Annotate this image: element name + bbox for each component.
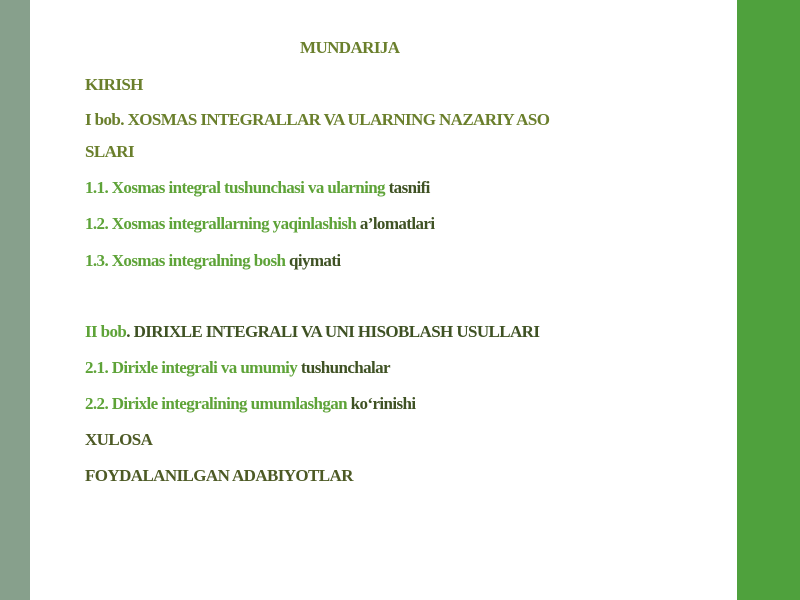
toc-section-2-1-tail: tushunchalar [297,358,390,377]
toc-section-2-2 [85,393,416,415]
toc-title: MUNDARIJA [300,38,400,57]
toc-section-1-3 [85,250,341,272]
toc-entry-references: FOYDALANILGAN ADABIYOTLAR [85,466,353,485]
left-decorative-band [0,0,30,600]
toc-section-2-2-title: 2.2. Dirixle integralining umumlashgan [85,394,347,413]
toc-section-2-2-tail: ko‘rinishi [346,394,416,413]
toc-chapter-1-line-2: SLARI [85,142,134,161]
toc-section-1-1-tail: tasnifi [384,178,430,197]
toc-section-1-3-tail: qiymati [285,251,341,270]
toc-section-1-3-title: 1.3. Xosmas integralning bosh [85,251,286,270]
toc-section-1-2-tail: a’lomatlari [356,214,435,233]
toc-chapter-2-title: . DIRIXLE INTEGRALI VA UNI HISOBLASH USULLARI [126,322,540,341]
toc-section-1-1-title: 1.1. Xosmas integral tushunchasi va ularning [85,178,385,197]
toc-entry-xulosa: XULOSA [85,430,153,449]
toc-section-1-2 [85,213,434,235]
toc-entry-kirish: KIRISH [85,75,143,94]
toc-section-1-2-title: 1.2. Xosmas integrallarning yaqinlashish [85,214,357,233]
toc-section-2-1-title: 2.1. Dirixle integrali va umumiy [85,358,298,377]
toc-chapter-2-label: II bob [85,322,127,341]
toc-chapter-2 [85,321,539,343]
right-decorative-band [737,0,800,600]
toc-section-2-1 [85,357,390,379]
toc-section-1-1 [85,177,430,199]
table-of-contents [85,0,645,600]
toc-chapter-1-line-1: I bob. XOSMAS INTEGRALLAR VA ULARNING NAZARIY ASO [85,110,550,129]
